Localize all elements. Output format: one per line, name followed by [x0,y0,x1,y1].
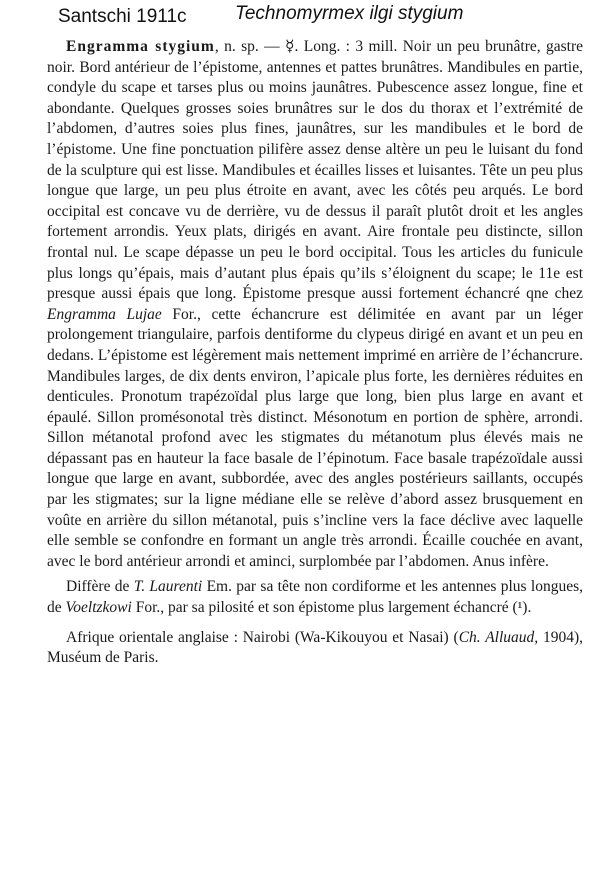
comparison-text-1: Diffère de [66,578,134,596]
collector-name: Ch. Alluaud, [458,628,539,646]
description-text: , n. sp. — ☿. Long. : 3 mill. Noir un peu brunâtre, gastre noir. Bord antérieur de l’épistome, antennes et pattes brunâtres. Mandibules en partie, condyle du scape et tarses plus ou moins jaunâtres. Pubescence assez longue, fine et abondante. Quelques grosses soies brunâtres sur le dos du thorax et l’extrémité de l’abdomen, d’autres soies plus fines, jaunâtres, sur les mandibules et le bord de l’épistome. Une fine ponctuation pilifère assez dense altère un peu le luisant du fond de la sculpture qui est lisse. Mandibules et écailles lisses et luisantes. Tête un peu plus longue que large, un peu plus étroite en avant, avec les côtés peu arqués. Le bord occipital est concave vu de derrière, vu de dessus il paraît plutôt droit et les angles fortement arrondis. Yeux plats, dirigés en avant. Aire frontale peu distincte, sillon frontal nul. Le scape dépasse un peu le bord occipital. Tous les articles du funicule plus longs qu’épais, mais d’autant plus épais qu’ils s’éloignent du scape; le 11e est presque aussi épais que long. Épistome presque aussi fortement échancré qne chez [47,38,583,303]
comparison-species-1: T. Laurenti [133,578,203,596]
citation-label: Santschi 1911c [58,6,187,27]
description-paragraph [47,37,583,572]
comparison-text-2: Em. par sa tête non cordiforme et les antennes plus longues, de [47,578,583,617]
comparison-species-2: Voeltzkowi [65,599,132,617]
reference-species-name: Engramma Lujae [47,305,162,323]
comparison-text-3: For., par sa pilosité et son épistome plus largement échancré (¹). [131,599,532,617]
comparison-paragraph [47,577,583,618]
species-name: Engramma stygium [66,38,215,55]
description-body [47,37,583,669]
description-text-continued: For., cette échancrure est délimitée en avant par un léger prolongement triangulaire, parfois dentiforme du clypeus dirigé en avant et un peu en dedans. L’épistome est légèrement mais nettement imprimé en arrière de l’échancrure. Mandibules larges, de dix dents environ, l’apicale plus forte, les dernières réduites en denticules. Pronotum trapézoïdal plus large que long, bien plus large en avant et épaulé. Sillon promésonotal très distinct. Mésonotum en portion de sphère, arrondi. Sillon métanotal profond avec les stigmates du métanotum plus élevés mais ne dépassant pas en hauteur la face basale de l’épinotum. Face basale trapézoïdale aussi longue que large en avant, subbordée, avec des angles postérieurs saillants, occupés par les stigmates; sur la ligne médiane elle se relève d’abord assez brusquement en voûte en arrière du sillon métanotal, puis s’incline vers la face déclive avec laquelle elle semble se confondre en formant un angle très arrondi. Écaille couchée en avant, avec le bord antérieur arrondi et aminci, surplombée par l’abdomen. Anus infère. [47,305,583,570]
locality-text-1: Afrique orientale anglaise : Nairobi (Wa-Kikouyou et Nasai) ( [66,628,459,646]
locality-paragraph [47,628,583,669]
species-title: Technomyrmex ilgi stygium [235,3,464,24]
locality-text-2: 1904), Muséum de Paris. [47,628,583,667]
